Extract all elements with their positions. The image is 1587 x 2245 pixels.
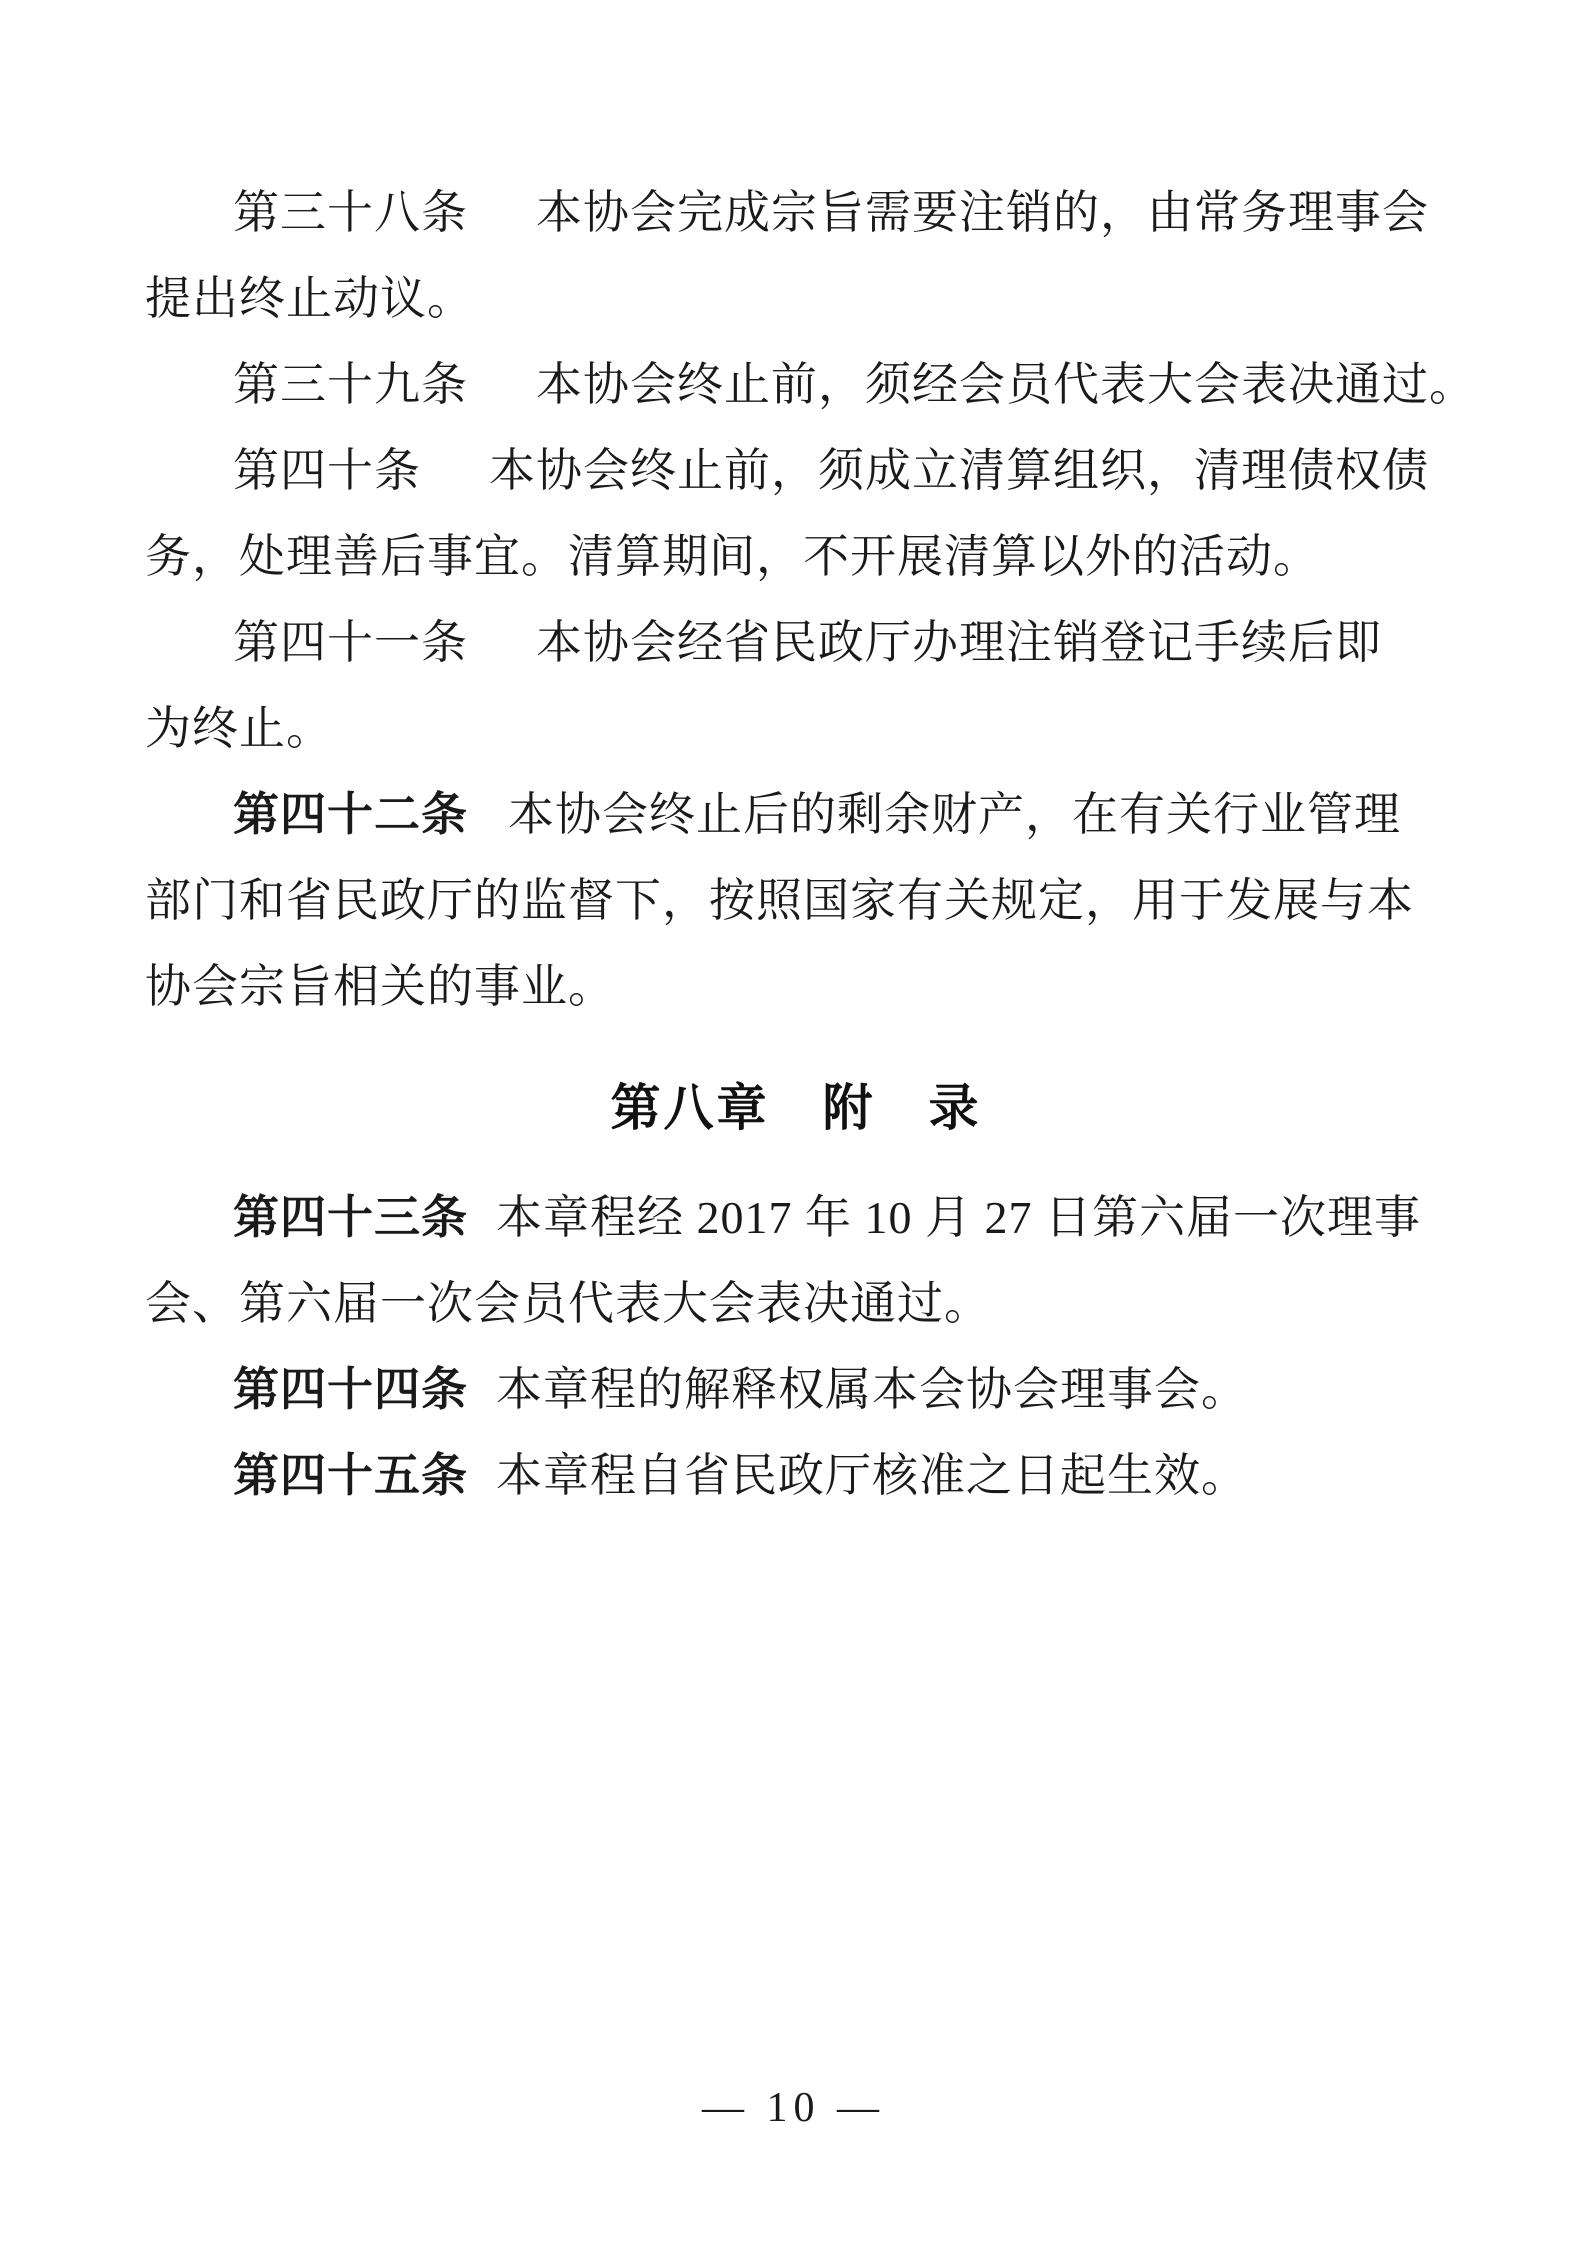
- article-41-line-1: [145, 600, 1447, 686]
- article-44-number: 第四十四条: [233, 1364, 468, 1415]
- article-40-line-1: [145, 428, 1447, 514]
- article-43-line-1: [145, 1175, 1447, 1261]
- article-38-line-2: [145, 256, 1447, 342]
- article-45-number: 第四十五条: [233, 1450, 468, 1501]
- article-43-number: 第四十三条: [233, 1192, 468, 1243]
- article-45-line-1: [145, 1433, 1447, 1519]
- article-38-text-cont: 提出终止动议。: [145, 273, 474, 324]
- article-42-line-2: [145, 858, 1447, 944]
- article-42-text-cont-2: 协会宗旨相关的事业。: [145, 961, 615, 1012]
- article-39-text: 本协会终止前，须经会员代表大会表决通过。: [536, 359, 1476, 410]
- page-number: — 10 —: [702, 2085, 885, 2131]
- article-39-line-1: [145, 342, 1476, 428]
- article-38-line-1: [145, 170, 1447, 256]
- article-44-text: 本章程的解释权属本会协会理事会。: [496, 1364, 1248, 1415]
- article-42-text-cont: 部门和省民政厅的监督下，按照国家有关规定，用于发展与本: [145, 875, 1414, 926]
- article-44-line-1: [145, 1347, 1447, 1433]
- article-40-text: 本协会终止前，须成立清算组织，清理债权债: [489, 445, 1429, 496]
- article-41-text: 本协会经省民政厅办理注销登记手续后即: [536, 617, 1382, 668]
- article-38-number: 第三十八条: [233, 187, 468, 238]
- article-43-text-cont: 会、第六届一次会员代表大会表决通过。: [145, 1278, 991, 1329]
- article-42-text: 本协会终止后的剩余财产，在有关行业管理: [508, 789, 1401, 840]
- article-45-text: 本章程自省民政厅核准之日起生效。: [496, 1450, 1248, 1501]
- article-40-text-cont: 务，处理善后事宜。清算期间，不开展清算以外的活动。: [145, 531, 1320, 582]
- article-41-text-cont: 为终止。: [145, 703, 333, 754]
- article-41-line-2: [145, 686, 1447, 772]
- article-42-line-1: [145, 772, 1447, 858]
- article-42-line-3: [145, 944, 1447, 1030]
- article-43-line-2: [145, 1261, 1447, 1347]
- article-42-number: 第四十二条: [233, 789, 468, 840]
- article-40-number: 第四十条: [233, 445, 421, 496]
- chapter-8-heading: 第八章 附 录: [610, 1080, 982, 1136]
- article-39-number: 第三十九条: [233, 359, 468, 410]
- article-40-line-2: [145, 514, 1447, 600]
- article-43-text: 本章程经 2017 年 10 月 27 日第六届一次理事: [496, 1192, 1421, 1243]
- article-41-number: 第四十一条: [233, 617, 468, 668]
- article-38-text: 本协会完成宗旨需要注销的，由常务理事会: [536, 187, 1429, 238]
